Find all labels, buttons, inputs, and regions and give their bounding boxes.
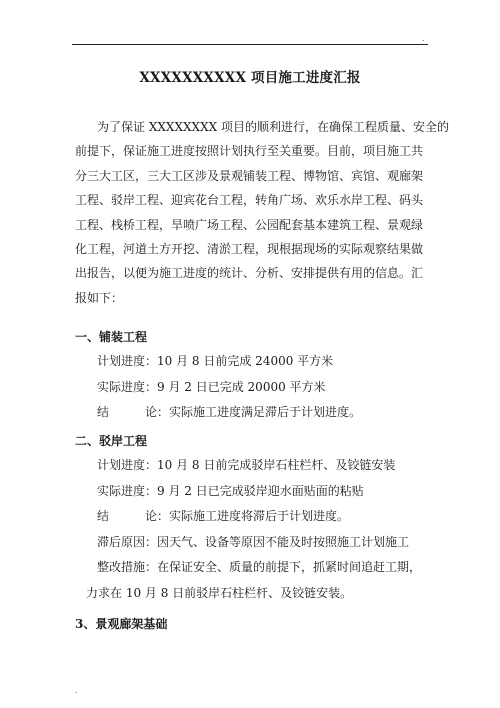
section-heading: 一、铺装工程 xyxy=(75,330,148,344)
intro-line: 工程、栈桥工程，旱喷广场工程、公园配套基本建筑工程、景观绿 xyxy=(75,217,424,232)
actual-row xyxy=(75,375,427,401)
conclusion-label-a: 结 xyxy=(97,509,110,523)
conclusion-label-a: 结 xyxy=(97,405,110,419)
delay-value: 因天气、设备等原因不能及时按照施工计划施工 xyxy=(157,534,410,549)
fix-continuation: 力求在 10 月 8 日前驳岸石柱栏杆、及铰链安装。 xyxy=(86,585,353,600)
actual-label: 实际进度： xyxy=(97,379,158,394)
actual-value: 9 月 2 日已完成驳岸迎水面贴面的粘贴 xyxy=(157,483,364,498)
plan-label: 计划进度： xyxy=(97,354,158,368)
actual-label: 实际进度： xyxy=(97,483,158,498)
fix-label: 整改措施： xyxy=(97,560,158,574)
actual-value: 9 月 2 日已完成 20000 平方米 xyxy=(157,379,326,394)
delay-label: 滞后原因： xyxy=(97,534,158,549)
intro-line: 分三大工区，三大工区涉及景观铺装工程、博物馆、宾馆、观廊架 xyxy=(75,168,424,183)
conclusion-label-b: 论： xyxy=(145,405,170,419)
intro-line: 前提下，保证施工进度按照计划执行至关重要。目前，项目施工共 xyxy=(75,144,424,159)
delay-row xyxy=(75,530,427,556)
plan-row xyxy=(75,453,427,479)
plan-label: 计划进度： xyxy=(97,458,158,472)
fix-row xyxy=(75,555,427,581)
intro-line: 为了保证 XXXXXXXX 项目的顺利进行，在确保工程质量、安全的 xyxy=(97,120,449,134)
fix-value: 在保证安全、质量的前提下，抓紧时间追赶工期， xyxy=(157,560,422,574)
intro-line: 出报告，以便为施工进度的统计、分析、安排提供有用的信息。汇 xyxy=(75,266,424,281)
intro-line: 工程、驳岸工程、迎宾花台工程，转角广场、欢乐水岸工程、码头 xyxy=(75,193,424,208)
intro-line: 报如下： xyxy=(75,290,124,305)
section-heading: 二、驳岸工程 xyxy=(75,434,148,448)
plan-row xyxy=(75,349,427,375)
conclusion-row xyxy=(75,400,427,426)
document-title: XXXXXXXXXX 项目施工进度汇报 xyxy=(139,70,361,86)
conclusion-value: 实际施工进度将滞后于计划进度。 xyxy=(169,509,350,523)
plan-value: 10 月 8 日前完成驳岸石柱栏杆、及铰链安装 xyxy=(157,458,396,472)
corner-mark: . xyxy=(422,34,425,43)
conclusion-row xyxy=(75,504,427,530)
section-heading: 3、景观廊架基础 xyxy=(75,617,168,631)
conclusion-value: 实际施工进度满足滞后于计划进度。 xyxy=(169,405,362,419)
conclusion-label-b: 论： xyxy=(145,509,170,523)
plan-value: 10 月 8 日前完成 24000 平方米 xyxy=(157,354,334,368)
section-paving xyxy=(75,325,427,426)
footer-mark: . xyxy=(75,686,78,695)
header-rule xyxy=(72,44,428,45)
section-gallery xyxy=(75,612,427,636)
intro-line: 化工程，河道土方开挖、清淤工程，现根据现场的实际观察结果做 xyxy=(75,241,424,256)
section-revetment xyxy=(75,429,427,606)
actual-row xyxy=(75,479,427,505)
intro-paragraph xyxy=(75,115,449,310)
